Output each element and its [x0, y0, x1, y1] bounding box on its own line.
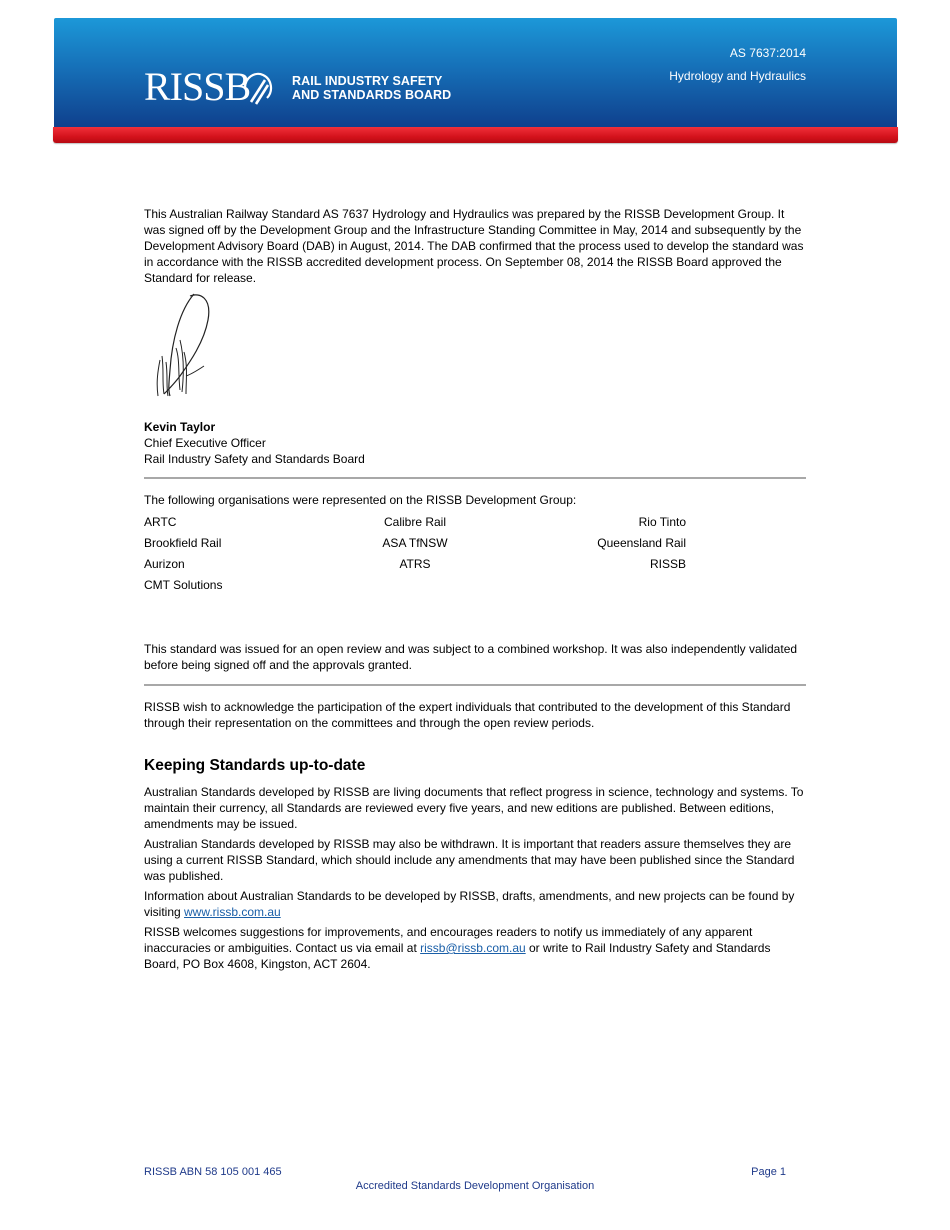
keeping-standards-section — [144, 784, 806, 972]
signatory-organisation: Rail Industry Safety and Standards Board — [144, 452, 365, 466]
organisation-name: Calibre Rail — [383, 515, 447, 529]
organisation-name: Aurizon — [144, 557, 185, 571]
intro-paragraph: This Australian Railway Standard AS 7637 Hydrology and Hydraulics was prepared by the RISSB Development Group. It was signed off by the Development Group and the Infrastructure Standing Committee in May, 2014 and subsequently by the Development Advisory Board (DAB) in August, 2014. The DAB confirmed that the process used to develop the standard was in accordance with the RISSB accredited development process. On September 08, 2014 the RISSB Board approved the Standard for release. — [144, 207, 804, 285]
organisations-row — [144, 577, 686, 598]
website-link[interactable]: www.rissb.com.au — [184, 905, 281, 919]
organisation-name: ASA TfNSW — [382, 536, 448, 550]
organisation-name: CMT Solutions — [144, 578, 223, 592]
standard-code: AS 7637:2014 — [729, 46, 806, 60]
rissb-logo-wordmark: RISSB — [144, 64, 251, 109]
organisations-row — [144, 535, 686, 556]
review-paragraph: This standard was issued for an open review and was subject to a combined workshop. It was also independently validated before being signed off and the approvals granted. — [144, 642, 798, 672]
organisation-name: ARTC — [144, 515, 177, 529]
intro-section — [144, 206, 806, 286]
organisation-name: RISSB — [649, 557, 686, 571]
header-accent-bar — [53, 127, 898, 143]
email-link[interactable]: rissb@rissb.com.au — [420, 941, 526, 955]
section-paragraph: Australian Standards developed by RISSB may also be withdrawn. It is important that readers assure themselves they are using a current RISSB Standard, which should include any amendments that may have been published since the Standard was published. — [144, 837, 795, 883]
paragraph-text: Information about Australian Standards to be developed by RISSB, drafts, amendments, and new projects can be found by visiting — [144, 889, 795, 919]
signatory-role: Chief Executive Officer — [144, 436, 266, 450]
standard-title: Hydrology and Hydraulics — [669, 69, 806, 83]
organisations-intro — [144, 492, 806, 508]
footer-page-number: Page 1 — [751, 1166, 786, 1178]
organisations-row — [144, 556, 686, 577]
organisations-list — [144, 514, 686, 598]
review-section — [144, 641, 806, 673]
acknowledgement-section — [144, 699, 806, 731]
section-paragraph — [144, 924, 806, 972]
divider — [144, 477, 806, 479]
signatory-name: Kevin Taylor — [144, 420, 216, 434]
footer-abn: RISSB ABN 58 105 001 465 — [144, 1166, 282, 1178]
organisations-intro-text: The following organisations were represented on the RISSB Development Group: — [144, 493, 577, 507]
organisation-name: Brookfield Rail — [144, 536, 222, 550]
acknowledgement-paragraph: RISSB wish to acknowledge the participation of the expert individuals that contributed to the development of this Standard through their representation on the committees and through the open review periods. — [144, 700, 791, 730]
section-paragraph — [144, 888, 806, 920]
rissb-logo-swoosh-icon — [237, 68, 275, 108]
organisation-name: Queensland Rail — [597, 536, 686, 550]
section-paragraph: Australian Standards developed by RISSB are living documents that reflect progress in science, technology and systems. To maintain their currency, all Standards are reviewed every five years, and new editions are published. Between editions, amendments may be issued. — [144, 785, 804, 831]
rissb-logo-name: RAIL INDUSTRY SAFETY AND STANDARDS BOARD — [292, 74, 452, 102]
organisations-row — [144, 514, 686, 535]
organisation-name: ATRS — [399, 557, 431, 571]
footer-organisation: Accredited Standards Development Organisation — [355, 1180, 595, 1192]
section-heading: Keeping Standards up-to-date — [144, 757, 366, 774]
signatory-block — [144, 419, 365, 467]
divider — [144, 684, 806, 686]
paragraph-text: or write to Rail Industry Safety and Standards Board, PO Box 4608, Kingston, ACT 2604. — [144, 941, 771, 971]
paragraph-text: RISSB welcomes suggestions for improvements, and encourages readers to notify us immediately of any apparent inaccuracies or ambiguities. Contact us via email at — [144, 925, 753, 955]
organisation-name: Rio Tinto — [638, 515, 686, 529]
signature-image — [150, 290, 222, 400]
